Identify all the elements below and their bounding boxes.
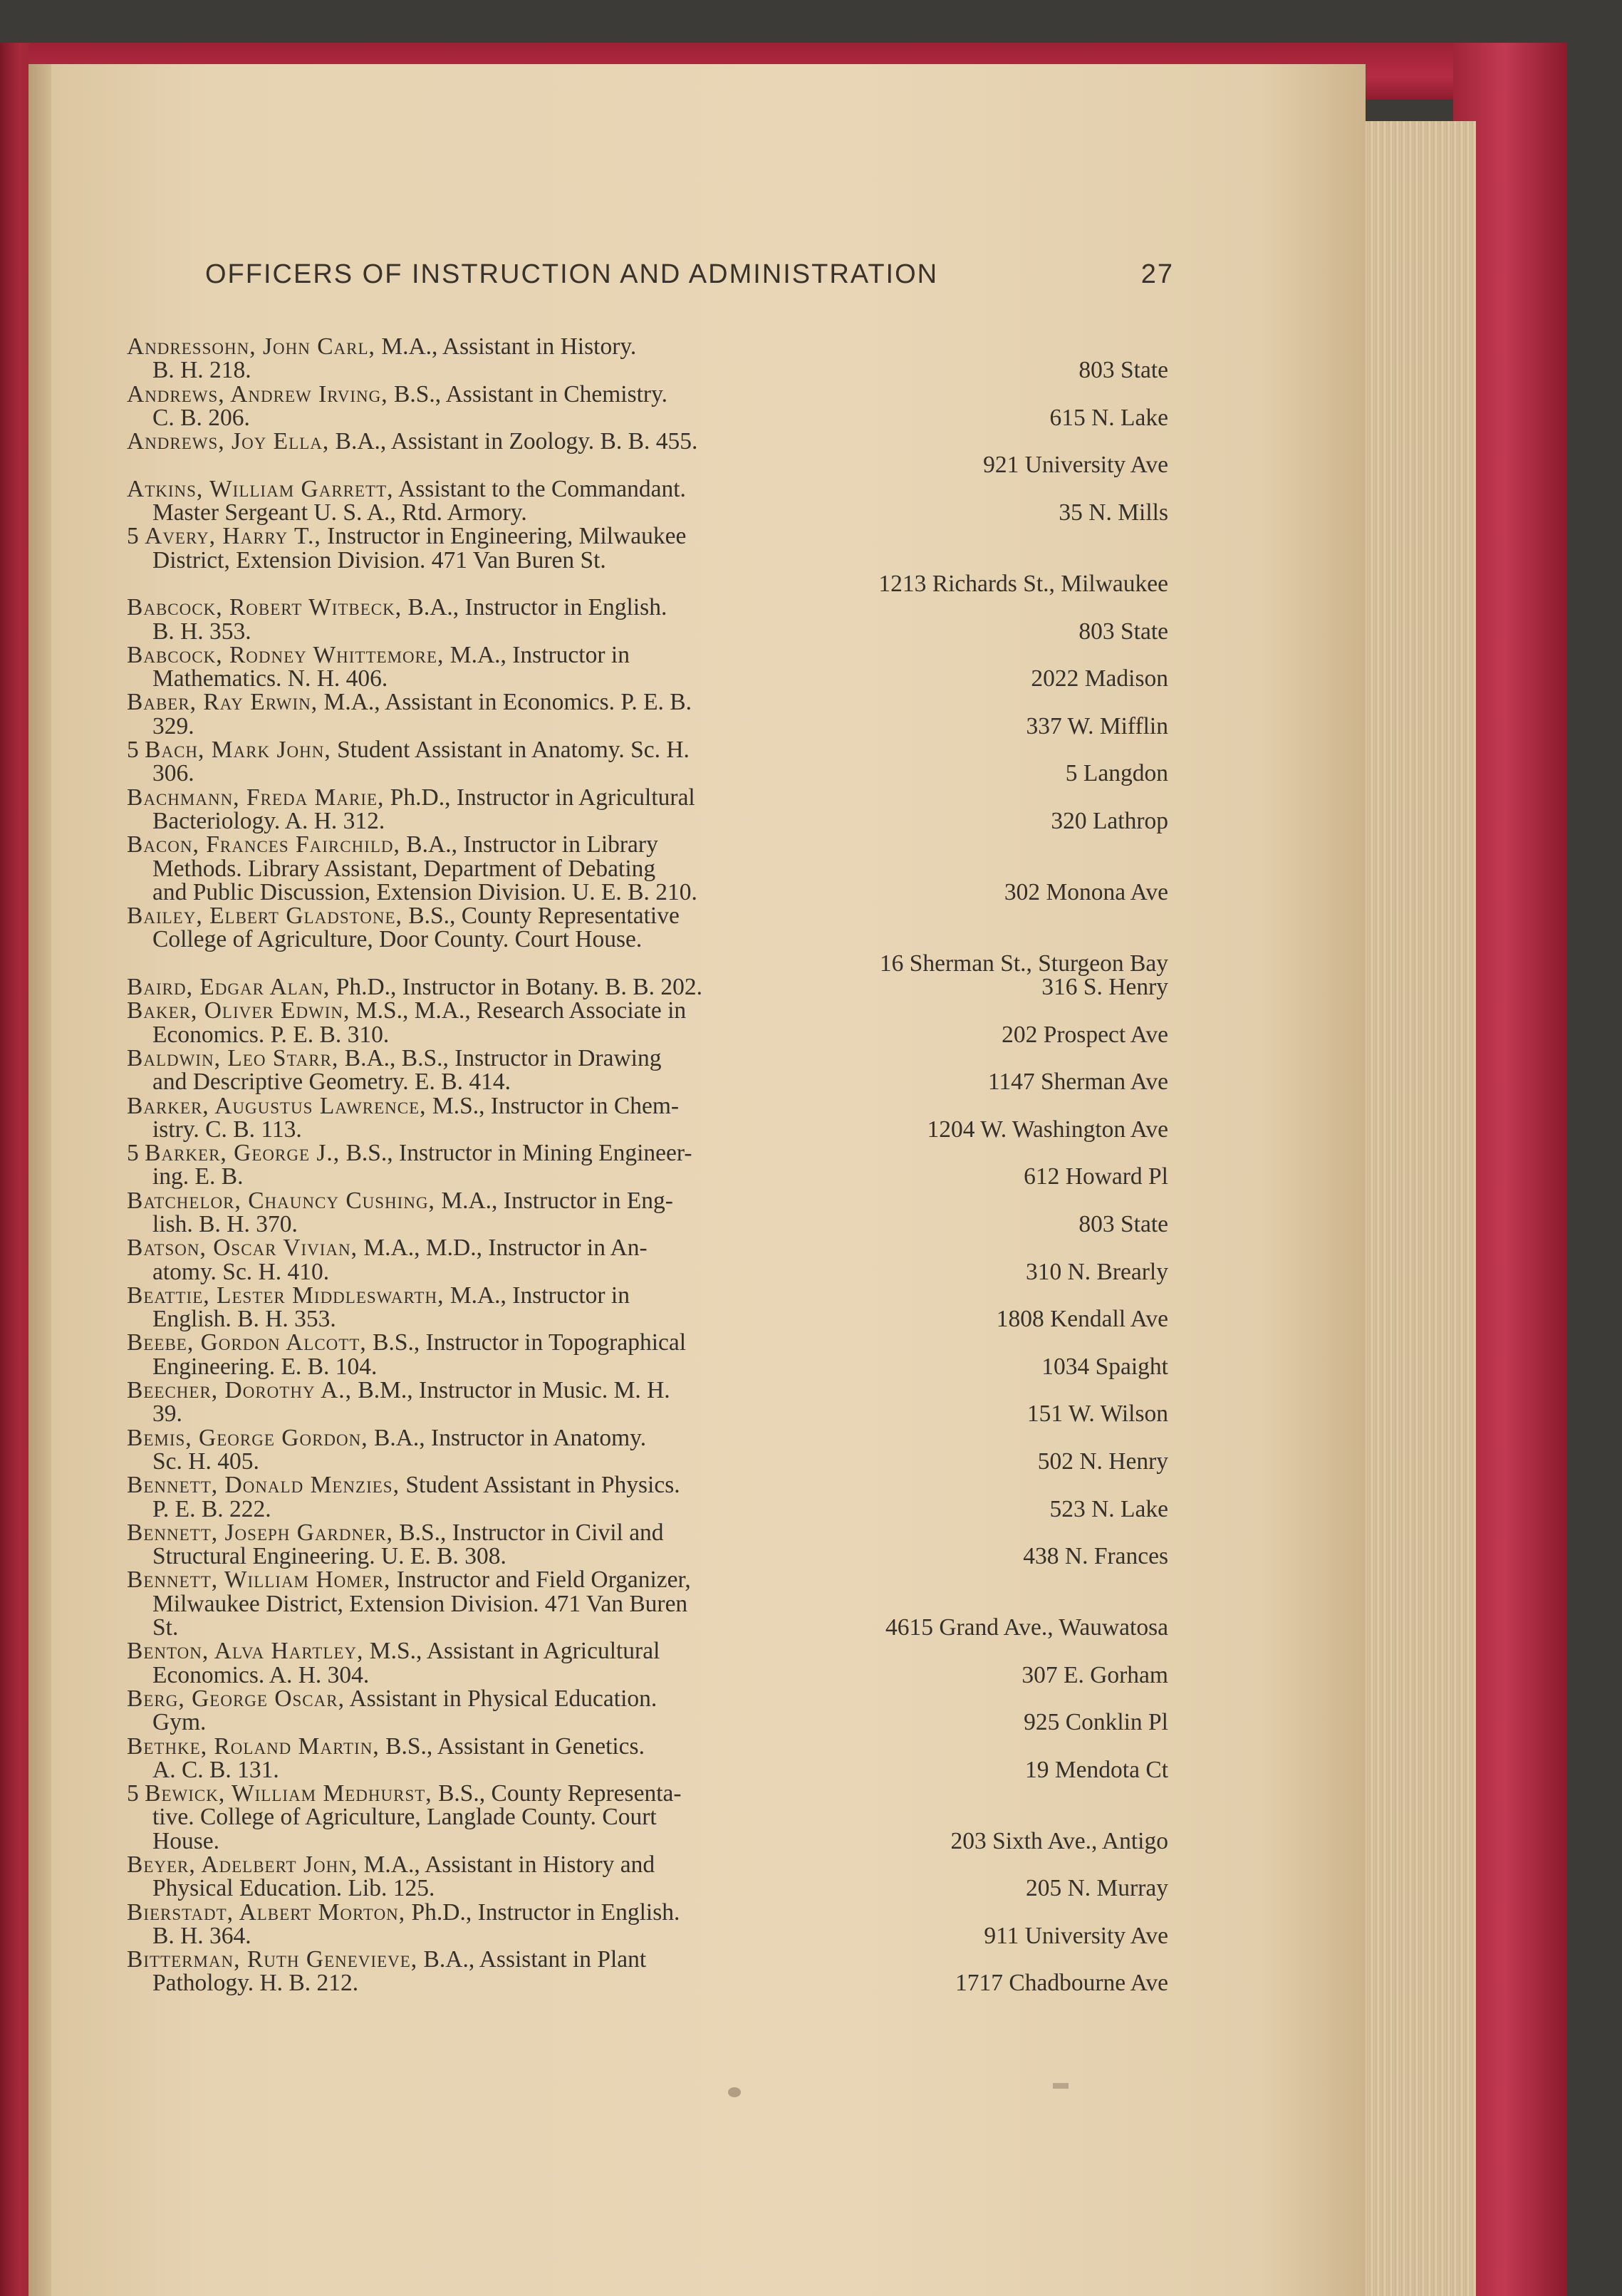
entry-text bbox=[127, 1735, 645, 1758]
entry-description: B.S., Assistant in Genetics. bbox=[379, 1733, 645, 1760]
entry-description: ing. E. B. bbox=[152, 1163, 244, 1190]
entry-first-line bbox=[127, 738, 1168, 762]
entry-description: B.A., Instructor in Anatomy. bbox=[368, 1424, 647, 1451]
address: 1147 Sherman Ave bbox=[987, 1069, 1168, 1096]
address: 1213 Richards St., Milwaukee bbox=[878, 570, 1168, 597]
entry-text bbox=[127, 1663, 369, 1687]
address: 316 S. Henry bbox=[1041, 974, 1168, 1001]
person-name: Batchelor, Chauncy Cushing, bbox=[127, 1187, 435, 1214]
entry-text bbox=[127, 1592, 687, 1616]
entry-text bbox=[127, 1118, 302, 1141]
entry-continuation-line bbox=[127, 1212, 1168, 1236]
entry-text bbox=[127, 1426, 646, 1450]
address: 337 W. Mifflin bbox=[1026, 712, 1168, 739]
person-name: Beyer, Adelbert John, bbox=[127, 1851, 358, 1878]
entry-first-line bbox=[127, 1782, 1168, 1805]
entry-continuation-line bbox=[127, 1616, 1168, 1639]
person-name: Baird, Edgar Alan, bbox=[127, 974, 331, 1001]
address: 302 Monona Ave bbox=[1004, 878, 1168, 905]
entry-text bbox=[127, 1260, 329, 1284]
person-name: Bemis, George Gordon, bbox=[127, 1424, 368, 1451]
address: 310 N. Brearly bbox=[1025, 1258, 1168, 1285]
person-name: Barker, George J., bbox=[145, 1140, 340, 1167]
entry-text bbox=[127, 1853, 655, 1876]
person-name: Bennett, William Homer, bbox=[127, 1567, 391, 1594]
address: 911 University Ave bbox=[984, 1922, 1168, 1949]
entry-text bbox=[127, 596, 667, 619]
entry-text bbox=[127, 1497, 271, 1521]
entry-description: Ph.D., Instructor in Agricultural bbox=[384, 784, 695, 811]
entry-text bbox=[127, 690, 692, 714]
address: 1717 Chadbourne Ave bbox=[955, 1970, 1168, 1997]
address: 615 N. Lake bbox=[1049, 404, 1168, 431]
entry-text bbox=[127, 762, 194, 785]
entry-text bbox=[127, 1094, 679, 1118]
address: 1808 Kendall Ave bbox=[996, 1306, 1168, 1333]
entry-text bbox=[127, 1948, 646, 1971]
entry-description: atomy. Sc. H. 410. bbox=[152, 1258, 330, 1285]
person-name: Bierstadt, Albert Morton, bbox=[127, 1898, 406, 1926]
entry-first-line bbox=[127, 999, 1168, 1022]
entry-text bbox=[127, 1235, 648, 1262]
entry-continuation-line bbox=[127, 1663, 1168, 1687]
entry-description: Instructor and Field Organizer, bbox=[390, 1567, 691, 1594]
entry-description: Ph.D., Instructor in English. bbox=[405, 1898, 680, 1926]
entry-text bbox=[127, 975, 702, 999]
page-number: 27 bbox=[1140, 259, 1174, 289]
entry-description: Sc. H. 405. bbox=[152, 1448, 259, 1475]
entry-description: 306. bbox=[152, 760, 194, 787]
footnote-mark: 5 bbox=[127, 737, 145, 764]
entry-description: English. B. H. 353. bbox=[152, 1306, 336, 1333]
footnote-mark: 5 bbox=[127, 1780, 145, 1807]
entry-description: and Descriptive Geometry. E. B. 414. bbox=[152, 1069, 511, 1096]
entry-description: Instructor in Engineering, Milwaukee bbox=[321, 523, 687, 550]
address: 35 N. Mills bbox=[1059, 499, 1168, 526]
entry-continuation-line bbox=[127, 1307, 1168, 1331]
entry-text bbox=[127, 380, 668, 407]
entry-first-line bbox=[127, 643, 1168, 667]
entry-description: College of Agriculture, Door County. Court House. bbox=[152, 926, 643, 953]
person-name: Beebe, Gordon Alcott, bbox=[127, 1329, 367, 1356]
entry-text bbox=[127, 1378, 670, 1402]
entry-description: Gym. bbox=[152, 1709, 207, 1736]
footnote-mark: 5 bbox=[127, 523, 145, 550]
entry-description: B.S., County Representa- bbox=[432, 1780, 682, 1807]
entry-continuation-line bbox=[127, 878, 1168, 905]
entry-text bbox=[127, 1782, 682, 1805]
entry-text bbox=[127, 1141, 692, 1165]
entry-continuation-line bbox=[127, 1165, 1168, 1188]
entry-first-line bbox=[127, 1687, 1168, 1710]
address: 1034 Spaight bbox=[1041, 1353, 1168, 1380]
entry-continuation-line bbox=[127, 501, 1168, 524]
entry-text bbox=[127, 1165, 244, 1188]
entry-text bbox=[127, 453, 152, 477]
entry-text bbox=[127, 809, 385, 833]
entry-continuation-line bbox=[127, 1876, 1168, 1900]
entry-text bbox=[127, 524, 686, 548]
person-name: Beattie, Lester Middleswarth, bbox=[127, 1282, 445, 1309]
entry-text bbox=[127, 1544, 506, 1568]
entry-text bbox=[127, 1189, 673, 1212]
running-header bbox=[205, 259, 1174, 290]
entry-text bbox=[127, 1331, 686, 1354]
directory-entries bbox=[127, 335, 1168, 1995]
entry-text bbox=[127, 952, 152, 975]
person-name: Berg, George Oscar, bbox=[127, 1685, 345, 1712]
entry-text bbox=[127, 1971, 358, 1995]
entry-first-line bbox=[127, 1426, 1168, 1450]
entry-description: Mathematics. N. H. 406. bbox=[152, 665, 388, 692]
entry-first-line bbox=[127, 1331, 1168, 1354]
page-spot bbox=[1053, 2083, 1069, 2089]
entry-description: istry. C. B. 113. bbox=[152, 1116, 302, 1143]
entry-description: and Public Discussion, Extension Division. U. E. B. 210. bbox=[152, 878, 697, 905]
entry-text bbox=[127, 1876, 435, 1900]
entry-description: M.A., Assistant in History. bbox=[375, 333, 637, 360]
entry-description: B. H. 353. bbox=[152, 618, 251, 645]
entry-description: Methods. Library Assistant, Department of Debating bbox=[152, 855, 656, 882]
entry-first-line bbox=[127, 975, 1168, 999]
entry-description: M.S., Assistant in Agricultural bbox=[363, 1638, 660, 1665]
address: 4615 Grand Ave., Wauwatosa bbox=[885, 1614, 1168, 1641]
entry-text bbox=[127, 546, 606, 573]
person-name: Andressohn, John Carl, bbox=[127, 333, 375, 360]
person-name: Bewick, William Medhurst, bbox=[145, 1780, 432, 1807]
entry-text bbox=[127, 358, 251, 382]
entry-text bbox=[127, 712, 194, 739]
entry-continuation-line bbox=[127, 857, 1168, 881]
person-name: Bitterman, Ruth Genevieve, bbox=[127, 1946, 418, 1973]
address: 202 Prospect Ave bbox=[1002, 1021, 1168, 1048]
entry-text bbox=[127, 878, 697, 905]
address: 612 Howard Pl bbox=[1024, 1163, 1168, 1190]
entry-text bbox=[127, 477, 686, 501]
entry-description: Milwaukee District, Extension Division. 471 Van Buren bbox=[152, 1590, 688, 1617]
entry-first-line bbox=[127, 1235, 1168, 1262]
entry-description: B.S., County Representative bbox=[402, 903, 680, 930]
address: 5 Langdon bbox=[1065, 760, 1168, 787]
entry-description: M.A., M.D., Instructor in An- bbox=[357, 1235, 648, 1262]
entry-description: C. B. 206. bbox=[152, 404, 250, 431]
entry-first-line bbox=[127, 1473, 1168, 1497]
address: 151 W. Wilson bbox=[1026, 1401, 1168, 1428]
entry-continuation-line bbox=[127, 1971, 1168, 1995]
address: 803 State bbox=[1078, 357, 1168, 384]
entry-first-line bbox=[127, 1141, 1168, 1165]
entry-text bbox=[127, 335, 636, 358]
person-name: Bethke, Roland Martin, bbox=[127, 1733, 380, 1760]
person-name: Benton, Alva Hartley, bbox=[127, 1638, 364, 1665]
person-name: Atkins, William Garrett, bbox=[127, 475, 394, 502]
person-name: Baber, Ray Erwin, bbox=[127, 689, 318, 716]
person-name: Andrews, Andrew Irving, bbox=[127, 380, 388, 407]
entry-first-line bbox=[127, 524, 1168, 548]
entry-text bbox=[127, 430, 697, 453]
entry-description: Student Assistant in Anatomy. Sc. H. bbox=[331, 737, 690, 764]
entry-description: Engineering. E. B. 104. bbox=[152, 1353, 378, 1380]
entry-text bbox=[127, 1710, 206, 1734]
entry-description: A. C. B. 131. bbox=[152, 1756, 279, 1783]
entry-continuation-line bbox=[127, 952, 1168, 975]
entry-description: B.A., Assistant in Plant bbox=[417, 1946, 647, 1973]
entry-text bbox=[127, 1687, 657, 1710]
address: 921 University Ave bbox=[983, 452, 1168, 479]
entry-continuation-line bbox=[127, 453, 1168, 477]
entry-first-line bbox=[127, 904, 1168, 928]
footnote-mark: 5 bbox=[127, 1140, 145, 1167]
person-name: Babcock, Rodney Whittemore, bbox=[127, 641, 445, 668]
entry-continuation-line bbox=[127, 1924, 1168, 1948]
entry-description: lish. B. H. 370. bbox=[152, 1210, 298, 1237]
person-name: Avery, Harry T., bbox=[145, 523, 321, 550]
entry-text bbox=[127, 1023, 389, 1046]
entry-first-line bbox=[127, 1567, 1168, 1594]
person-name: Bach, Mark John, bbox=[145, 737, 331, 764]
entry-text bbox=[127, 643, 630, 667]
entry-description: M.S., M.A., Research Associate in bbox=[350, 997, 687, 1024]
entry-first-line bbox=[127, 690, 1168, 714]
entry-description: Pathology. H. B. 212. bbox=[152, 1970, 359, 1997]
entry-description: B.S., Assistant in Chemistry. bbox=[388, 380, 668, 407]
entry-text bbox=[127, 1758, 279, 1782]
entry-continuation-line bbox=[127, 1450, 1168, 1473]
entry-description: M.A., Instructor in bbox=[444, 1282, 630, 1309]
entry-description: B.A., Assistant in Zoology. B. B. 455. bbox=[329, 428, 698, 455]
address: 803 State bbox=[1078, 618, 1168, 645]
entry-description: B.S., Instructor in Civil and bbox=[392, 1519, 664, 1546]
entry-description: B.A., Instructor in English. bbox=[402, 594, 667, 621]
entry-description: Economics. P. E. B. 310. bbox=[152, 1021, 390, 1048]
page-spot bbox=[728, 2087, 741, 2097]
entry-text bbox=[127, 1450, 259, 1473]
entry-description: Assistant in Physical Education. bbox=[344, 1685, 657, 1712]
entry-text bbox=[127, 833, 658, 856]
entry-text bbox=[127, 1212, 298, 1236]
entry-continuation-line bbox=[127, 762, 1168, 785]
entry-description: Master Sergeant U. S. A., Rtd. Armory. bbox=[152, 499, 527, 526]
person-name: Bennett, Joseph Gardner, bbox=[127, 1519, 393, 1546]
entry-text bbox=[127, 904, 680, 928]
entry-text bbox=[127, 1616, 178, 1639]
entry-first-line bbox=[127, 1948, 1168, 1971]
entry-text bbox=[127, 1521, 664, 1544]
entry-text bbox=[127, 620, 251, 643]
entry-text bbox=[127, 1924, 251, 1948]
person-name: Beecher, Dorothy A., bbox=[127, 1377, 353, 1404]
entry-first-line bbox=[127, 1189, 1168, 1212]
entry-text bbox=[127, 1046, 662, 1070]
entry-continuation-line bbox=[127, 406, 1168, 430]
person-name: Baldwin, Leo Starr, bbox=[127, 1044, 339, 1071]
person-name: Barker, Augustus Lawrence, bbox=[127, 1092, 427, 1119]
entry-text bbox=[127, 1473, 680, 1497]
entry-description: P. E. B. 222. bbox=[152, 1495, 271, 1522]
entry-text bbox=[127, 1805, 657, 1829]
entry-continuation-line bbox=[127, 1710, 1168, 1734]
address: 925 Conklin Pl bbox=[1024, 1709, 1168, 1736]
entry-text bbox=[127, 406, 250, 430]
entry-continuation-line bbox=[127, 1758, 1168, 1782]
entry-description: Ph.D., Instructor in Botany. B. B. 202. bbox=[330, 974, 702, 1001]
entry-continuation-line bbox=[127, 546, 1168, 573]
entry-text bbox=[127, 667, 388, 690]
entry-first-line bbox=[127, 380, 1168, 407]
entry-description: Economics. A. H. 304. bbox=[152, 1661, 370, 1688]
entry-text bbox=[127, 1401, 182, 1428]
entry-continuation-line bbox=[127, 1355, 1168, 1378]
entry-description: 39. bbox=[152, 1401, 182, 1428]
entry-continuation-line bbox=[127, 1497, 1168, 1521]
entry-continuation-line bbox=[127, 1544, 1168, 1568]
entry-text bbox=[127, 1284, 630, 1307]
entry-description: M.A., Instructor in Eng- bbox=[435, 1187, 673, 1214]
entry-description: M.A., Instructor in bbox=[444, 641, 630, 668]
entry-first-line bbox=[127, 1378, 1168, 1402]
address: 438 N. Frances bbox=[1023, 1543, 1168, 1570]
person-name: Andrews, Joy Ella, bbox=[127, 428, 330, 455]
entry-continuation-line bbox=[127, 712, 1168, 739]
address: 803 State bbox=[1078, 1210, 1168, 1237]
address: 1204 W. Washington Ave bbox=[927, 1116, 1168, 1143]
entry-continuation-line bbox=[127, 1260, 1168, 1284]
entry-continuation-line bbox=[127, 1070, 1168, 1094]
entry-text bbox=[127, 1829, 219, 1853]
entry-continuation-line bbox=[127, 572, 1168, 596]
entry-continuation-line bbox=[127, 1829, 1168, 1853]
address: 502 N. Henry bbox=[1037, 1448, 1168, 1475]
entry-first-line bbox=[127, 833, 1168, 856]
entry-text bbox=[127, 999, 686, 1022]
entry-first-line bbox=[127, 786, 1168, 809]
entry-description: M.S., Instructor in Chem- bbox=[426, 1092, 680, 1119]
address: 205 N. Murray bbox=[1025, 1875, 1168, 1902]
person-name: Bennett, Donald Menzies, bbox=[127, 1472, 400, 1499]
entry-continuation-line bbox=[127, 1118, 1168, 1141]
entry-description: Assistant to the Commandant. bbox=[393, 475, 686, 502]
entry-description: B.A., Instructor in Library bbox=[400, 831, 658, 858]
entry-first-line bbox=[127, 596, 1168, 619]
address: 203 Sixth Ave., Antigo bbox=[950, 1827, 1168, 1854]
entry-text bbox=[127, 857, 655, 881]
entry-continuation-line bbox=[127, 1401, 1168, 1428]
entry-text bbox=[127, 786, 695, 809]
header-title: OFFICERS OF INSTRUCTION AND ADMINISTRATION bbox=[205, 259, 939, 289]
entry-description: B. H. 218. bbox=[152, 357, 251, 384]
entry-description: B.M., Instructor in Music. M. H. bbox=[352, 1377, 670, 1404]
entry-description: 329. bbox=[152, 712, 194, 739]
entry-description: B.S., Instructor in Mining Engineer- bbox=[340, 1140, 692, 1167]
entry-description: Structural Engineering. U. E. B. 308. bbox=[152, 1543, 506, 1570]
entry-description: House. bbox=[152, 1827, 219, 1854]
entry-description: District, Extension Division. 471 Van Buren St. bbox=[152, 546, 606, 573]
entry-continuation-line bbox=[127, 1592, 1168, 1616]
person-name: Batson, Oscar Vivian, bbox=[127, 1235, 358, 1262]
entry-continuation-line bbox=[127, 928, 1168, 951]
entry-first-line bbox=[127, 1639, 1168, 1663]
entry-text bbox=[127, 738, 690, 762]
address: 523 N. Lake bbox=[1049, 1495, 1168, 1522]
entry-continuation-line bbox=[127, 809, 1168, 833]
entry-first-line bbox=[127, 477, 1168, 501]
entry-text bbox=[127, 572, 152, 596]
entry-text bbox=[127, 1307, 336, 1331]
entry-description: Student Assistant in Physics. bbox=[399, 1472, 680, 1499]
entry-text bbox=[127, 1898, 680, 1926]
entry-text bbox=[127, 1070, 511, 1094]
entry-text bbox=[127, 928, 642, 951]
entry-continuation-line bbox=[127, 620, 1168, 643]
entry-first-line bbox=[127, 1284, 1168, 1307]
address: 16 Sherman St., Sturgeon Bay bbox=[879, 950, 1168, 977]
person-name: Bacon, Frances Fairchild, bbox=[127, 831, 400, 858]
page-edges bbox=[1353, 121, 1476, 2296]
entry-text bbox=[127, 1355, 377, 1378]
entry-continuation-line bbox=[127, 667, 1168, 690]
entry-text bbox=[127, 1567, 691, 1594]
entry-first-line bbox=[127, 1094, 1168, 1118]
person-name: Bailey, Elbert Gladstone, bbox=[127, 903, 402, 930]
address: 2022 Madison bbox=[1031, 665, 1168, 692]
entry-continuation-line bbox=[127, 1805, 1168, 1829]
address: 307 E. Gorham bbox=[1021, 1661, 1168, 1688]
entry-description: Physical Education. Lib. 125. bbox=[152, 1875, 435, 1902]
entry-continuation-line bbox=[127, 358, 1168, 382]
entry-text bbox=[127, 501, 527, 524]
entry-first-line bbox=[127, 1853, 1168, 1876]
entry-description: M.A., Assistant in Economics. P. E. B. bbox=[318, 689, 692, 716]
entry-continuation-line bbox=[127, 1023, 1168, 1046]
entry-first-line bbox=[127, 430, 1168, 453]
entry-description: B.S., Instructor in Topographical bbox=[366, 1329, 687, 1356]
entry-first-line bbox=[127, 1898, 1168, 1926]
entry-first-line bbox=[127, 335, 1168, 358]
entry-first-line bbox=[127, 1735, 1168, 1758]
entry-description: St. bbox=[152, 1614, 179, 1641]
address: 320 Lathrop bbox=[1051, 807, 1168, 834]
entry-description: tive. College of Agriculture, Langlade County. Court bbox=[152, 1804, 657, 1831]
entry-first-line bbox=[127, 1046, 1168, 1070]
person-name: Bachmann, Freda Marie, bbox=[127, 784, 385, 811]
person-name: Baker, Oliver Edwin, bbox=[127, 997, 350, 1024]
person-name: Babcock, Robert Witbeck, bbox=[127, 594, 402, 621]
entry-description: Bacteriology. A. H. 312. bbox=[152, 807, 385, 834]
address: 19 Mendota Ct bbox=[1025, 1756, 1168, 1783]
entry-description: M.A., Assistant in History and bbox=[358, 1851, 655, 1878]
entry-description: B.A., B.S., Instructor in Drawing bbox=[338, 1044, 662, 1071]
entry-description: B. H. 364. bbox=[152, 1922, 251, 1949]
entry-first-line bbox=[127, 1521, 1168, 1544]
entry-text bbox=[127, 1639, 660, 1663]
